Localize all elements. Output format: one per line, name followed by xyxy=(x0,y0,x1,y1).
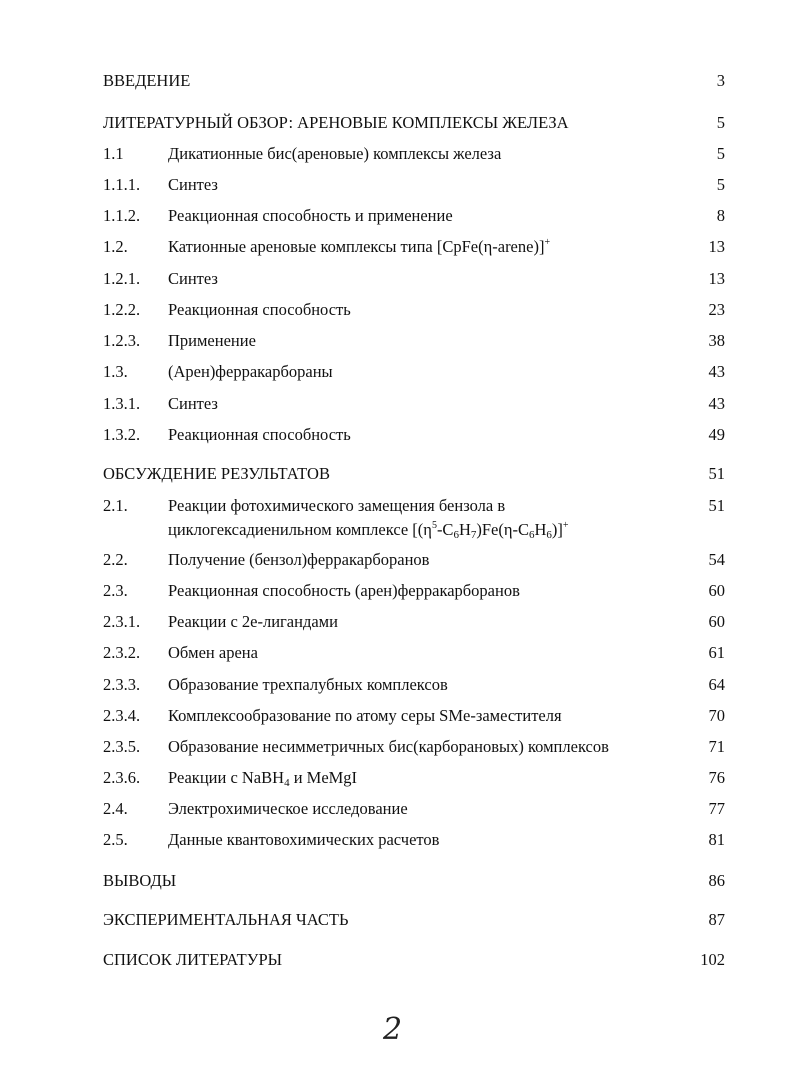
toc-number: 2.3.4. xyxy=(103,706,141,725)
toc-title: Данные квантовохимических расчетов xyxy=(168,830,440,849)
toc-page: 5 xyxy=(716,113,725,132)
toc-page: 61 xyxy=(708,643,725,662)
title-text: H xyxy=(458,520,471,539)
toc-entry xyxy=(0,949,791,971)
toc-page: 43 xyxy=(708,394,725,413)
toc-entry xyxy=(0,611,791,633)
toc-title: ОБСУЖДЕНИЕ РЕЗУЛЬТАТОВ xyxy=(103,464,330,483)
toc-entry xyxy=(0,424,791,446)
toc-title: СПИСОК ЛИТЕРАТУРЫ xyxy=(103,950,283,969)
toc-number: 1.2.1. xyxy=(103,269,141,288)
toc-page: 76 xyxy=(708,768,725,787)
title-text: Катионные ареновые комплексы типа [CpFe(η-arene)] xyxy=(168,237,545,256)
toc-page: 38 xyxy=(708,331,725,350)
handwritten-page-number: 2 xyxy=(383,1012,403,1047)
toc-entry xyxy=(0,330,791,352)
toc-page: 64 xyxy=(708,675,725,694)
title-text: )] xyxy=(551,520,563,539)
toc-page: 54 xyxy=(708,550,725,569)
toc-title xyxy=(168,519,569,541)
toc-title: Синтез xyxy=(168,175,218,194)
toc-entry xyxy=(0,361,791,383)
toc-page: 60 xyxy=(708,612,725,631)
toc-title: Применение xyxy=(168,331,256,350)
superscript: + xyxy=(562,520,569,531)
toc-title: ВЫВОДЫ xyxy=(103,871,177,890)
toc-title xyxy=(168,236,550,258)
subscript: 6 xyxy=(546,529,552,541)
toc-entry xyxy=(0,236,791,258)
toc-page: 49 xyxy=(708,425,725,444)
toc-entry xyxy=(0,495,791,517)
toc-number: 1.1.1. xyxy=(103,175,141,194)
toc-number: 1.1 xyxy=(103,144,124,163)
toc-entry xyxy=(0,70,791,92)
toc-number: 2.3.6. xyxy=(103,768,141,787)
toc-number: 1.3. xyxy=(103,362,128,381)
toc-title: (Арен)ферракарбораны xyxy=(168,362,333,381)
toc-page: 71 xyxy=(708,737,725,756)
toc-title xyxy=(168,767,357,789)
toc-number: 2.3.2. xyxy=(103,643,141,662)
title-text: H xyxy=(534,520,547,539)
toc-title: Обмен арена xyxy=(168,643,258,662)
toc-page: 5 xyxy=(716,175,725,194)
toc-page: 51 xyxy=(708,464,725,483)
toc-page: 77 xyxy=(708,799,725,818)
toc-entry xyxy=(0,463,791,485)
toc-title: Реакционная способность xyxy=(168,425,351,444)
toc-number: 1.2.3. xyxy=(103,331,141,350)
subscript: 4 xyxy=(284,777,290,789)
title-text: )Fe(η-C xyxy=(476,520,529,539)
toc-page: 60 xyxy=(708,581,725,600)
toc-number: 2.3.1. xyxy=(103,612,141,631)
title-text: циклогексадиенильном комплексе [(η xyxy=(168,520,432,539)
toc-page: 81 xyxy=(708,830,725,849)
toc-title: ЭКСПЕРИМЕНТАЛЬНАЯ ЧАСТЬ xyxy=(103,910,349,929)
toc-title: Реакционная способность xyxy=(168,300,351,319)
toc-title: Дикатионные бис(ареновые) комплексы железа xyxy=(168,144,502,163)
toc-number: 2.3.5. xyxy=(103,737,141,756)
toc-number: 2.2. xyxy=(103,550,128,569)
toc-number: 2.4. xyxy=(103,799,128,818)
title-text: и MeMgI xyxy=(289,768,358,787)
toc-title: Синтез xyxy=(168,394,218,413)
toc-entry xyxy=(0,268,791,290)
toc-entry xyxy=(0,767,791,789)
toc-title: Образование несимметричных бис(карборановых) комплексов xyxy=(168,737,609,756)
toc-entry xyxy=(0,549,791,571)
toc-page: 3 xyxy=(716,71,725,90)
title-text: Реакции с NaBH xyxy=(168,768,285,787)
subscript: 6 xyxy=(453,529,459,541)
toc-entry xyxy=(0,798,791,820)
toc-page: 13 xyxy=(708,269,725,288)
toc-entry xyxy=(0,580,791,602)
toc-page: 13 xyxy=(708,237,725,256)
toc-page: 70 xyxy=(708,706,725,725)
toc-entry xyxy=(0,393,791,415)
toc-page: 102 xyxy=(700,950,725,969)
subscript: 7 xyxy=(470,529,477,541)
toc-entry xyxy=(0,174,791,196)
toc-entry xyxy=(0,205,791,227)
toc-number: 1.2. xyxy=(103,237,128,256)
toc-page: 86 xyxy=(708,871,725,890)
toc-entry xyxy=(0,736,791,758)
toc-title: Реакционная способность (арен)ферракарборанов xyxy=(168,581,520,600)
toc-entry-continuation xyxy=(0,519,791,541)
toc-entry xyxy=(0,112,791,134)
toc-entry xyxy=(0,829,791,851)
toc-page: 8 xyxy=(716,206,725,225)
subscript: 6 xyxy=(528,529,535,541)
toc-entry xyxy=(0,870,791,892)
toc-page: 5 xyxy=(716,144,725,163)
toc-number: 1.2.2. xyxy=(103,300,141,319)
toc-title: Получение (бензол)ферракарборанов xyxy=(168,550,430,569)
toc-number: 2.3.3. xyxy=(103,675,141,694)
toc-number: 2.1. xyxy=(103,496,128,515)
toc-page: 23 xyxy=(708,300,725,319)
toc-entry xyxy=(0,909,791,931)
toc-page: 51 xyxy=(708,496,725,515)
toc-number: 1.3.1. xyxy=(103,394,141,413)
toc-number: 1.1.2. xyxy=(103,206,141,225)
toc-title: ЛИТЕРАТУРНЫЙ ОБЗОР: АРЕНОВЫЕ КОМПЛЕКСЫ ЖЕЛЕЗА xyxy=(103,113,569,132)
toc-entry xyxy=(0,143,791,165)
toc-page: 43 xyxy=(708,362,725,381)
toc-entry xyxy=(0,299,791,321)
superscript: 5 xyxy=(431,520,437,531)
toc-title: Электрохимическое исследование xyxy=(168,799,408,818)
superscript: + xyxy=(544,237,551,248)
toc-page: 87 xyxy=(708,910,725,929)
toc-entry xyxy=(0,674,791,696)
toc-title: Реакции с 2е-лигандами xyxy=(168,612,338,631)
title-text: -C xyxy=(436,520,454,539)
toc-title: Комплексообразование по атому серы SMe-заместителя xyxy=(168,706,562,725)
toc-title: Синтез xyxy=(168,269,218,288)
toc-number: 2.5. xyxy=(103,830,128,849)
toc-entry xyxy=(0,642,791,664)
toc-title: ВВЕДЕНИЕ xyxy=(103,71,191,90)
toc-title: Реакционная способность и применение xyxy=(168,206,453,225)
toc-title: Образование трехпалубных комплексов xyxy=(168,675,448,694)
toc-number: 2.3. xyxy=(103,581,128,600)
toc-entry xyxy=(0,705,791,727)
toc-title: Реакции фотохимического замещения бензола в xyxy=(168,496,506,515)
toc-number: 1.3.2. xyxy=(103,425,141,444)
